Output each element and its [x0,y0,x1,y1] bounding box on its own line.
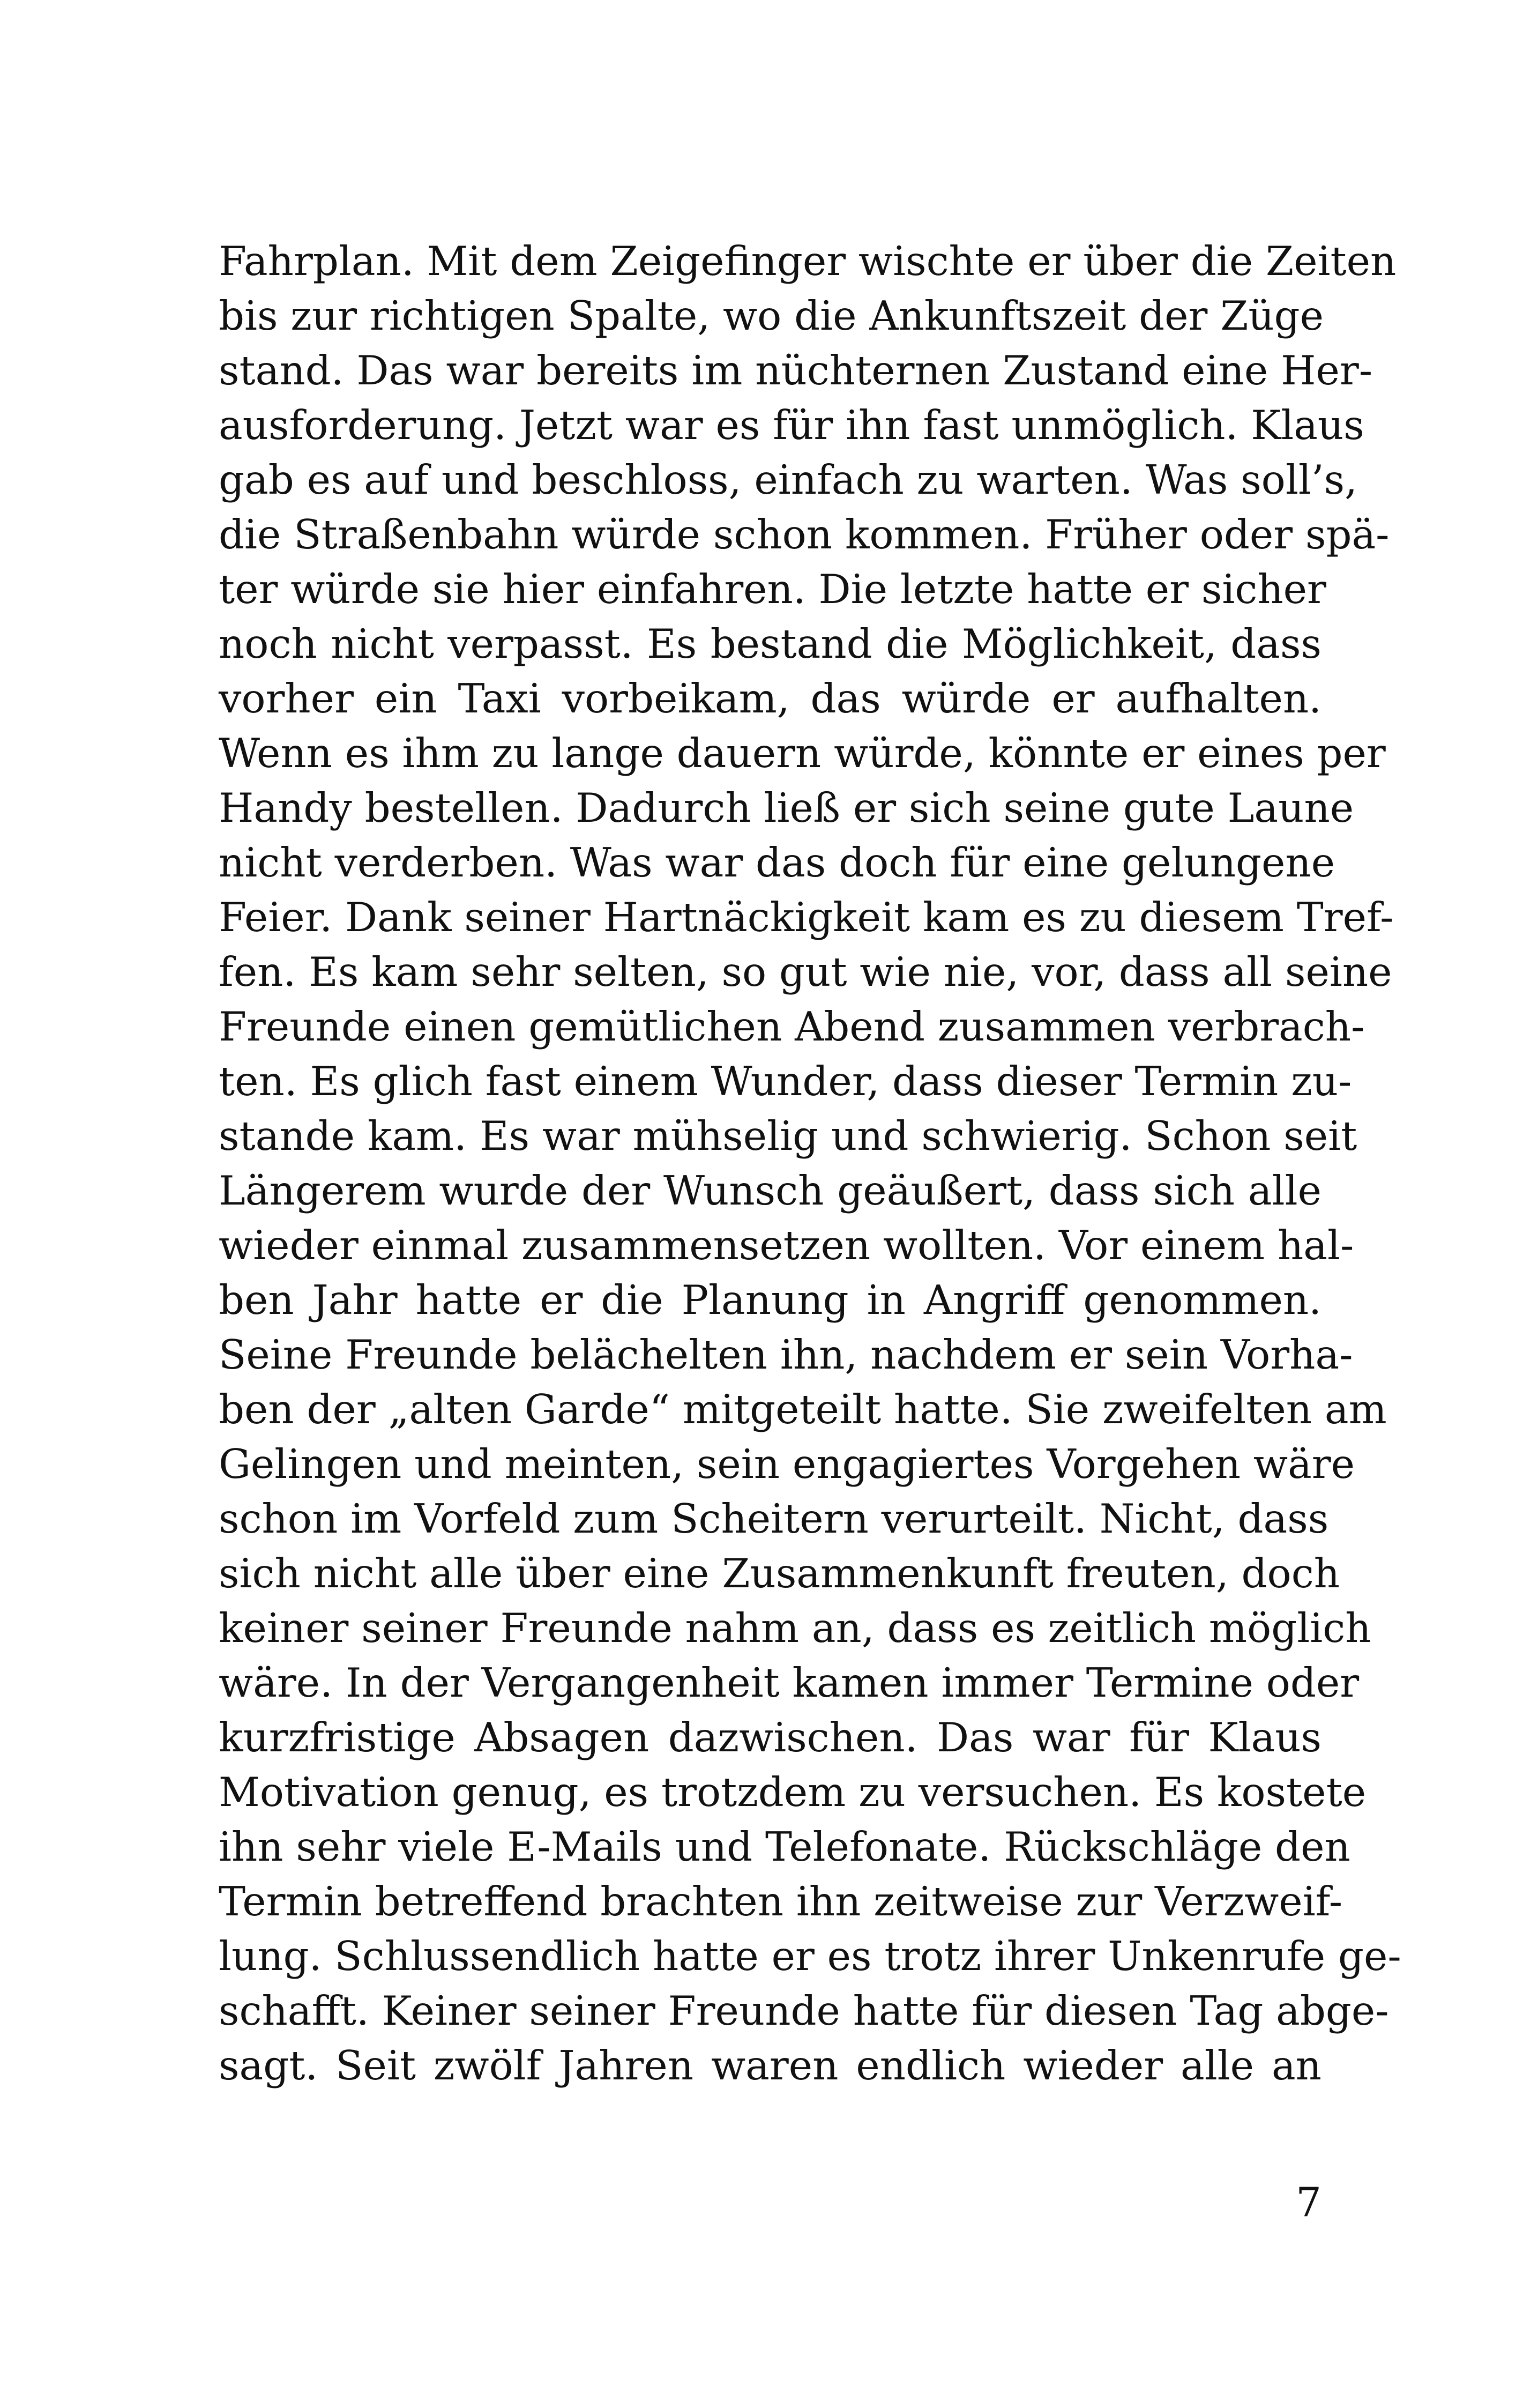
page-number: 7 [1296,2179,1322,2226]
text-line: stand. Das war bereits im nüchternen Zustand eine Her- [219,347,1373,394]
text-line: Fahrplan. Mit dem Zeigefinger wischte er über die Zeiten [219,237,1397,285]
text-line: schafft. Keiner seiner Freunde hatte für diesen Tag abge- [219,1987,1389,2034]
text-line: Gelingen und meinten, sein engagiertes Vorgehen wäre [219,1440,1355,1488]
body-text [219,234,1401,2093]
text-line: keiner seiner Freunde nahm an, dass es zeitlich möglich [219,1604,1371,1652]
text-line: wäre. In der Vergangenheit kamen immer Termine oder [219,1659,1360,1706]
text-line: ten. Es glich fast einem Wunder, dass dieser Termin zu- [219,1058,1352,1105]
text-line: Termin betreffend brachten ihn zeitweise zur Verzweif- [219,1878,1343,1925]
text-line: Längerem wurde der Wunsch geäußert, dass sich alle [219,1167,1322,1214]
text-line: Feier. Dank seiner Hartnäckigkeit kam es zu diesem Tref- [219,894,1394,941]
text-line: bis zur richtigen Spalte, wo die Ankunftszeit der Züge [219,292,1324,339]
text-line: Freunde einen gemütlichen Abend zusammen verbrach- [219,1003,1365,1050]
text-line: wieder einmal zusammensetzen wollten. Vor einem hal- [219,1222,1354,1269]
text-line: lung. Schlussendlich hatte er es trotz ihrer Unkenrufe ge- [219,1933,1401,1980]
text-line: vorher ein Taxi vorbeikam, das würde er aufhalten. [219,675,1322,722]
text-line: fen. Es kam sehr selten, so gut wie nie, vor, dass all seine [219,948,1392,995]
text-line: kurzfristige Absagen dazwischen. Das war für Klaus [219,1714,1322,1761]
text-line: noch nicht verpasst. Es bestand die Möglichkeit, dass [219,620,1322,667]
text-line: ter würde sie hier einfahren. Die letzte hatte er sicher [219,566,1326,613]
text-line: Handy bestellen. Dadurch ließ er sich seine gute Laune [219,784,1354,831]
text-line: ben der „alten Garde“ mitgeteilt hatte. Sie zweifelten am [219,1386,1387,1433]
text-line: schon im Vorfeld zum Scheitern verurteilt. Nicht, dass [219,1495,1329,1542]
text-line: sagt. Seit zwölf Jahren waren endlich wieder alle an [219,2042,1322,2089]
text-line: ausforderung. Jetzt war es für ihn fast unmöglich. Klaus [219,402,1364,449]
text-line: Wenn es ihm zu lange dauern würde, könnte er eines per [219,730,1386,777]
text-line: Seine Freunde belächelten ihn, nachdem er sein Vorha- [219,1331,1353,1378]
text-line: gab es auf und beschloss, einfach zu warten. Was soll’s, [219,456,1357,503]
text-line: die Straßenbahn würde schon kommen. Früher oder spä- [219,511,1390,558]
text-line: sich nicht alle über eine Zusammenkunft freuten, doch [219,1550,1340,1597]
text-line: ben Jahr hatte er die Planung in Angriff genommen. [219,1276,1322,1324]
text-line: nicht verderben. Was war das doch für eine gelungene [219,839,1335,886]
text-line: ihn sehr viele E-Mails und Telefonate. Rückschläge den [219,1823,1350,1870]
text-line: stande kam. Es war mühselig und schwierig. Schon seit [219,1112,1357,1160]
text-line: Motivation genug, es trotzdem zu versuchen. Es kostete [219,1768,1367,1816]
